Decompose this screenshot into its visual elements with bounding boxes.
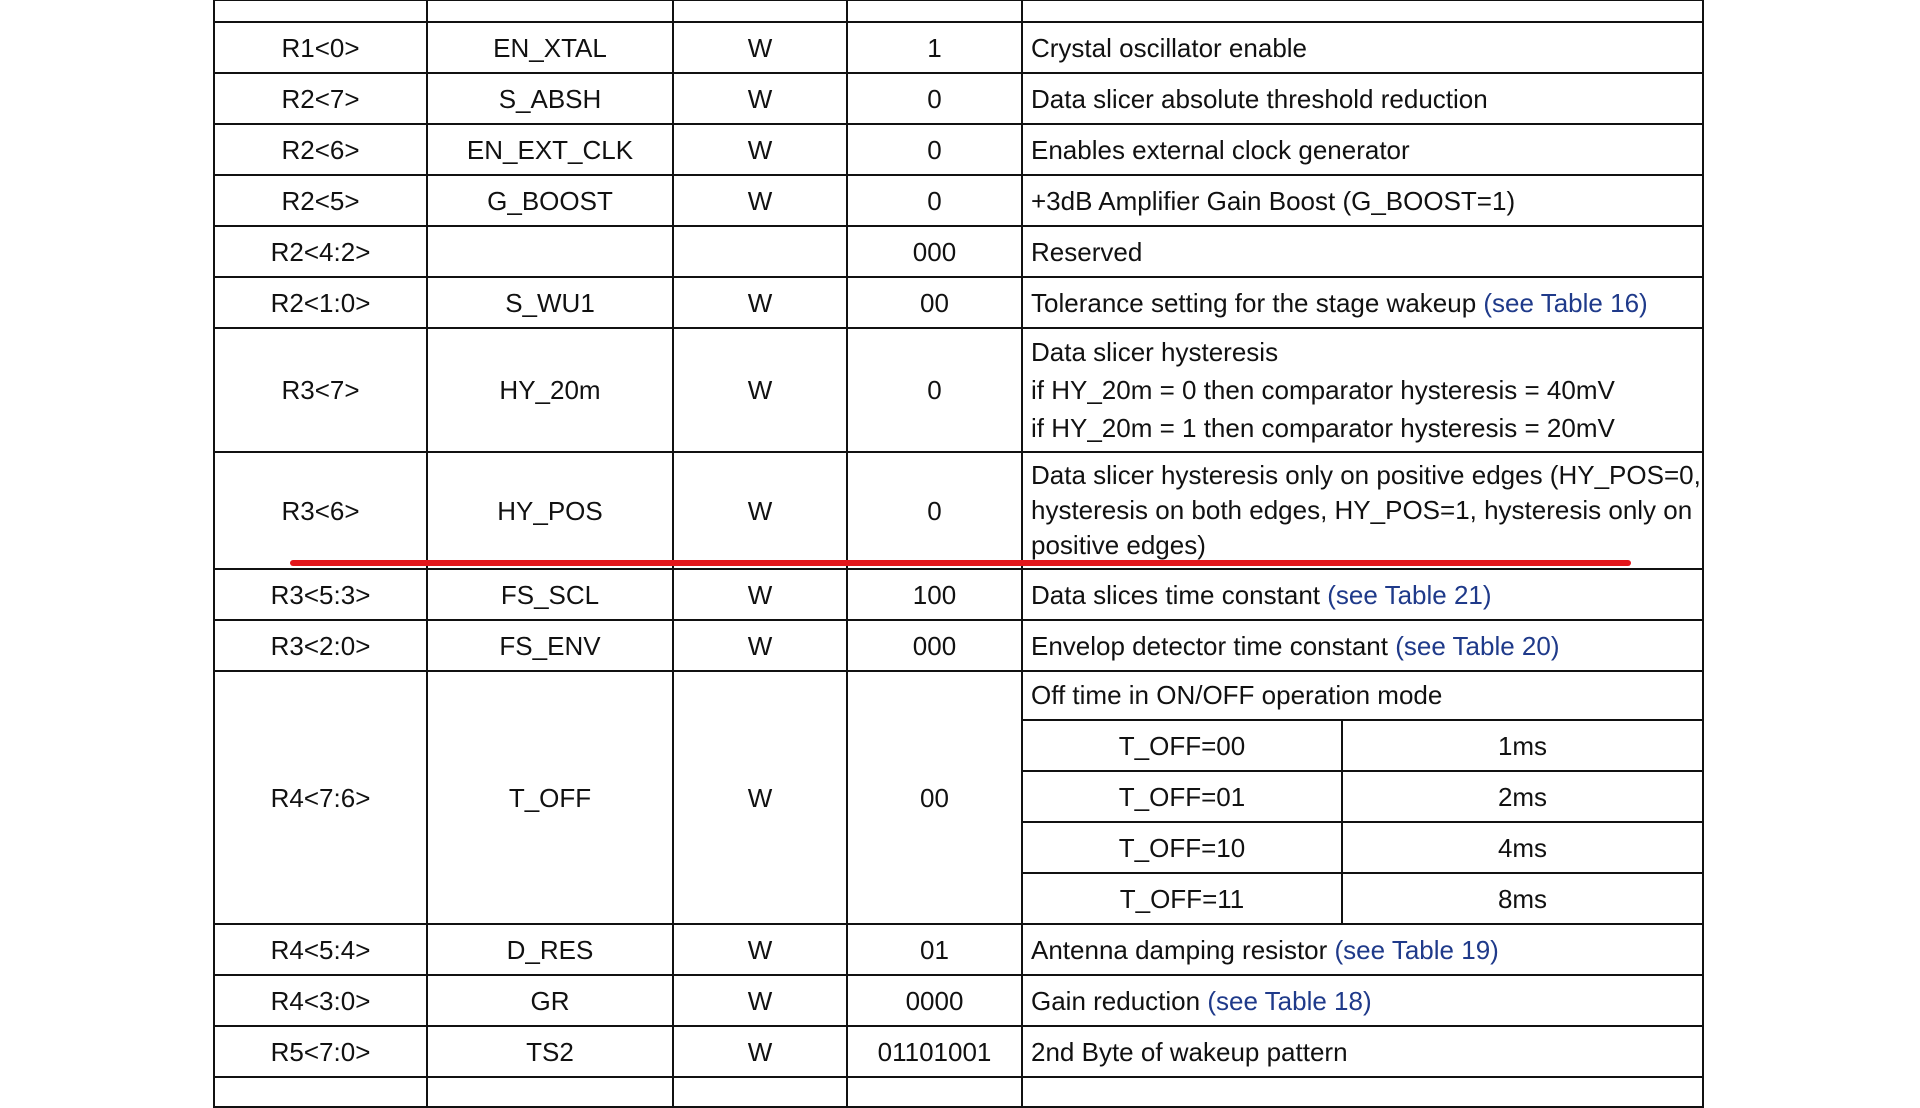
- bit-cell: R2<6>: [214, 124, 427, 175]
- description-text: Crystal oscillator enable: [1031, 32, 1308, 63]
- register-table: [213, 0, 1704, 1108]
- description-text: Data slices time constant: [1031, 579, 1328, 610]
- description-text: Data slicer absolute threshold reduction: [1031, 83, 1488, 114]
- table-row: [214, 924, 1703, 975]
- table-cell: [1022, 1077, 1703, 1107]
- name-cell: [427, 226, 673, 277]
- name-cell: HY_20m: [427, 328, 673, 452]
- description-cell: [1022, 620, 1703, 671]
- table-row: [214, 620, 1703, 671]
- name-cell: HY_POS: [427, 452, 673, 569]
- description-line: if HY_20m = 1 then comparator hysteresis = 20mV: [1031, 413, 1615, 443]
- description-cell: [1022, 924, 1703, 975]
- table-row: [214, 671, 1703, 924]
- option-row: [1023, 873, 1702, 923]
- description-cell: [1022, 22, 1703, 73]
- t-off-options-table: [1023, 719, 1702, 923]
- red-underline-annotation: [290, 560, 1631, 566]
- name-cell: G_BOOST: [427, 175, 673, 226]
- table-row: [214, 73, 1703, 124]
- table-row: [214, 175, 1703, 226]
- option-value: 4ms: [1342, 822, 1702, 873]
- table-row: [214, 452, 1703, 569]
- description-text: +3dB Amplifier Gain Boost (G_BOOST=1): [1031, 185, 1516, 216]
- default-cell: 000: [847, 620, 1022, 671]
- rw-cell: W: [673, 175, 847, 226]
- name-cell: GR: [427, 975, 673, 1026]
- table-row: [214, 1026, 1703, 1077]
- name-cell: FS_SCL: [427, 569, 673, 620]
- bit-cell: R4<5:4>: [214, 924, 427, 975]
- table-19-link[interactable]: (see Table 19): [1334, 934, 1499, 965]
- table-row-partial-bottom: [214, 1077, 1703, 1107]
- description-cell: [1022, 73, 1703, 124]
- table-row: [214, 277, 1703, 328]
- default-cell: 00: [847, 277, 1022, 328]
- default-cell: 0: [847, 328, 1022, 452]
- bit-cell: R4<7:6>: [214, 671, 427, 924]
- bit-cell: R5<7:0>: [214, 1026, 427, 1077]
- table-cell: [1022, 0, 1703, 22]
- default-cell: 100: [847, 569, 1022, 620]
- rw-cell: W: [673, 73, 847, 124]
- option-row: [1023, 720, 1702, 771]
- description-text: Antenna damping resistor: [1031, 934, 1335, 965]
- option-value: 8ms: [1342, 873, 1702, 923]
- table-cell: [427, 0, 673, 22]
- description-text: Envelop detector time constant: [1031, 630, 1396, 661]
- option-setting: T_OFF=00: [1023, 720, 1342, 771]
- bit-cell: R2<5>: [214, 175, 427, 226]
- table-21-link[interactable]: (see Table 21): [1327, 579, 1492, 610]
- table-row: [214, 22, 1703, 73]
- table-row: [214, 124, 1703, 175]
- name-cell: S_ABSH: [427, 73, 673, 124]
- table-cell: [673, 1077, 847, 1107]
- table-cell: [673, 0, 847, 22]
- rw-cell: W: [673, 328, 847, 452]
- default-cell: 0000: [847, 975, 1022, 1026]
- description-text: Reserved: [1031, 236, 1143, 267]
- default-cell: 0: [847, 452, 1022, 569]
- table-cell: [214, 1077, 427, 1107]
- bit-cell: R2<1:0>: [214, 277, 427, 328]
- bit-cell: R2<4:2>: [214, 226, 427, 277]
- rw-cell: W: [673, 124, 847, 175]
- option-row: [1023, 822, 1702, 873]
- description-text: Enables external clock generator: [1031, 134, 1410, 165]
- name-cell: D_RES: [427, 924, 673, 975]
- name-cell: TS2: [427, 1026, 673, 1077]
- name-cell: EN_EXT_CLK: [427, 124, 673, 175]
- option-setting: T_OFF=11: [1023, 873, 1342, 923]
- description-line: positive edges): [1031, 530, 1206, 560]
- table-20-link[interactable]: (see Table 20): [1395, 630, 1560, 661]
- option-setting: T_OFF=10: [1023, 822, 1342, 873]
- rw-cell: W: [673, 924, 847, 975]
- table-row: [214, 975, 1703, 1026]
- table-row: [214, 226, 1703, 277]
- default-cell: 01101001: [847, 1026, 1022, 1077]
- default-cell: 000: [847, 226, 1022, 277]
- table-row-partial-top: [214, 0, 1703, 22]
- rw-cell: W: [673, 452, 847, 569]
- description-text: 2nd Byte of wakeup pattern: [1031, 1036, 1348, 1067]
- default-cell: 1: [847, 22, 1022, 73]
- description-text: Tolerance setting for the stage wakeup: [1031, 287, 1484, 318]
- table-row: [214, 328, 1703, 452]
- bit-cell: R2<7>: [214, 73, 427, 124]
- default-cell: 0: [847, 124, 1022, 175]
- rw-cell: W: [673, 975, 847, 1026]
- table-cell: [427, 1077, 673, 1107]
- default-cell: 0: [847, 73, 1022, 124]
- default-cell: 01: [847, 924, 1022, 975]
- description-line: if HY_20m = 0 then comparator hysteresis = 40mV: [1031, 375, 1615, 405]
- description-cell: [1022, 175, 1703, 226]
- name-cell: T_OFF: [427, 671, 673, 924]
- description-cell: [1022, 671, 1703, 924]
- rw-cell: W: [673, 620, 847, 671]
- option-value: 2ms: [1342, 771, 1702, 822]
- table-cell: [847, 1077, 1022, 1107]
- name-cell: S_WU1: [427, 277, 673, 328]
- description-line: Data slicer hysteresis: [1031, 337, 1279, 367]
- bit-cell: R3<5:3>: [214, 569, 427, 620]
- rw-cell: W: [673, 1026, 847, 1077]
- rw-cell: W: [673, 277, 847, 328]
- option-value: 1ms: [1342, 720, 1702, 771]
- description-cell: [1022, 452, 1703, 569]
- bit-cell: R1<0>: [214, 22, 427, 73]
- rw-cell: W: [673, 671, 847, 924]
- table-16-link[interactable]: (see Table 16): [1483, 287, 1648, 318]
- bit-cell: R4<3:0>: [214, 975, 427, 1026]
- description-cell: [1022, 124, 1703, 175]
- description-cell: [1022, 328, 1703, 452]
- description-line: Data slicer hysteresis only on positive edges (HY_POS=0,: [1031, 460, 1701, 490]
- bit-cell: R3<2:0>: [214, 620, 427, 671]
- description-cell: [1022, 277, 1703, 328]
- table-18-link[interactable]: (see Table 18): [1207, 985, 1372, 1016]
- description-cell: [1022, 569, 1703, 620]
- rw-cell: W: [673, 22, 847, 73]
- default-cell: 00: [847, 671, 1022, 924]
- description-line: hysteresis on both edges, HY_POS=1, hysteresis only on: [1031, 495, 1693, 525]
- table-row: [214, 569, 1703, 620]
- default-cell: 0: [847, 175, 1022, 226]
- rw-cell: [673, 226, 847, 277]
- description-text: Off time in ON/OFF operation mode: [1031, 680, 1443, 710]
- table-cell: [214, 0, 427, 22]
- table-cell: [847, 0, 1022, 22]
- description-cell: [1022, 975, 1703, 1026]
- option-setting: T_OFF=01: [1023, 771, 1342, 822]
- option-row: [1023, 771, 1702, 822]
- description-text: Gain reduction: [1031, 985, 1208, 1016]
- description-cell: [1022, 226, 1703, 277]
- name-cell: EN_XTAL: [427, 22, 673, 73]
- bit-cell: R3<6>: [214, 452, 427, 569]
- bit-cell: R3<7>: [214, 328, 427, 452]
- name-cell: FS_ENV: [427, 620, 673, 671]
- description-cell: [1022, 1026, 1703, 1077]
- rw-cell: W: [673, 569, 847, 620]
